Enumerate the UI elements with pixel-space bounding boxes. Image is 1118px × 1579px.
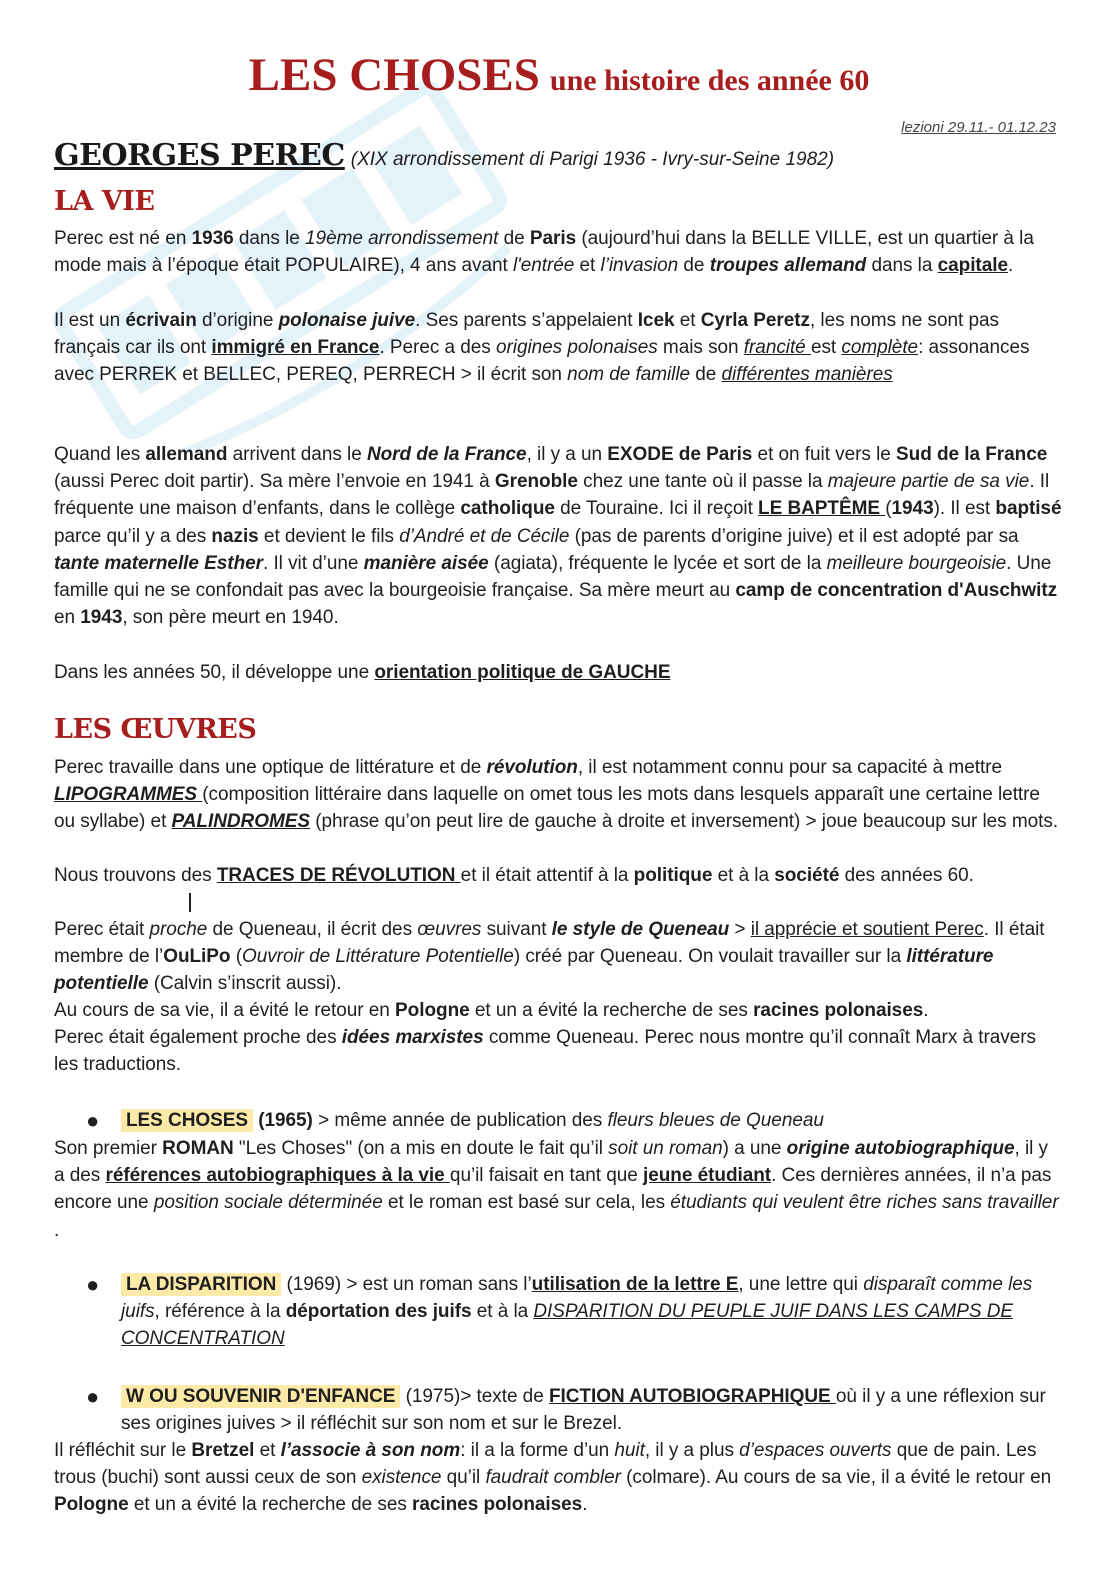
paragraph-marxisme: Perec était également proche des idées marxistes comme Queneau. Perec nous montre qu’il connaît Marx à travers les traductions. (54, 1027, 1036, 1076)
paragraph-war: Quand les allemand arrivent dans le Nord de la France, il y a un EXODE de Paris et on fuit vers le Sud de la France (aussi Perec doit partir). Sa mère l’envoie en 1941 à Grenoble chez une tante où il passe la majeure partie de sa vie. Il fréquente une maison d’enfants, dans le collège catholique de Touraine. Ici il reçoit LE BAPTÊME (1943). Il est baptisé parce qu’il y a des nazis et devient le fils d’André et de Cécile (pas de parents d’origine juive) et il est adopté par sa tante maternelle Esther. Il vit d’une manière aisée (agiata), fréquente le lycée et sort de la meilleure bourgeoisie. Une famille qui ne se confondait pas avec la bourgeoisie française. Sa mère meurt au camp de concentration d'Auschwitz en 1943, son père meurt en 1940. (54, 444, 1062, 629)
title-subtitle: une histoire des année 60 (549, 64, 870, 97)
bullet-icon: ● (86, 1272, 100, 1297)
bullet-w-souvenir: W OU SOUVENIR D'ENFANCE (1975)> texte de FICTION AUTOBIOGRAPHIQUE où il y a une réflexion sur ses origines juives > il réfléchit sur son nom et sur le Brezel. (121, 1386, 1046, 1435)
author-heading (54, 138, 834, 173)
title-main: LES CHOSES (248, 49, 540, 101)
document-title (0, 48, 1118, 102)
paragraph-pologne: Au cours de sa vie, il a évité le retour en Pologne et un a évité la recherche de ses racines polonaises. (54, 1000, 929, 1021)
paragraph-queneau: Perec était proche de Queneau, il écrit des œuvres suivant le style de Queneau > il apprécie et soutient Perec. Il était membre de l’OuLiPo (Ouvroir de Littérature Potentielle) créé par Queneau. On voulait travailler sur la littérature potentielle (Calvin s’inscrit aussi). (54, 919, 1045, 995)
paragraph-origins: Il est un écrivain d’origine polonaise juive. Ses parents s’appelaient Icek et Cyrla Peretz, les noms ne sont pas français car ils ont immigré en France. Perec a des origines polonaises mais son francité est complète: assonances avec PERREK et BELLEC, PEREQ, PERRECH > il écrit son nom de famille de différentes manières (54, 310, 1030, 386)
paragraph-les-choses: Son premier ROMAN "Les Choses" (on a mis en doute le fait qu’il soit un roman) a une origine autobiographique, il y a des références autobiographiques à la vie qu’il faisait en tant que jeune étudiant. Ces dernières années, il n’a pas encore une position sociale déterminée et le roman est basé sur cela, les étudiants qui veulent être riches sans travailler . (54, 1138, 1059, 1241)
bullet-icon: ● (86, 1384, 100, 1409)
bullet-icon: ● (86, 1108, 100, 1133)
paragraph-politics: Dans les années 50, il développe une orientation politique de GAUCHE (54, 662, 671, 683)
author-dates: (XIX arrondissement di Parigi 1936 - Ivry-sur-Seine 1982) (350, 149, 835, 170)
paragraph-traces: Nous trouvons des TRACES DE RÉVOLUTION et il était attentif à la politique et à la société des années 60. (54, 865, 974, 886)
paragraph-birth: Perec est né en 1936 dans le 19ème arrondissement de Paris (aujourd’hui dans la BELLE VILLE, est un quartier à la mode mais à l’époque était POPULAIRE), 4 ans avant l'entrée et l’invasion de troupes allemand dans la capitale. (54, 228, 1034, 277)
author-name: GEORGES PEREC (54, 138, 345, 173)
section-heading-vie: LA VIE (54, 186, 155, 217)
paragraph-revolution: Perec travaille dans une optique de littérature et de révolution, il est notamment connu pour sa capacité à mettre LIPOGRAMMES (composition littéraire dans laquelle on omet tous les mots dans lesquels apparaît une certaine lettre ou syllabe) et PALINDROMES (phrase qu’on peut lire de gauche à droite et inversement) > joue beaucoup sur les mots. (54, 757, 1059, 833)
text-cursor (189, 893, 191, 912)
bullet-les-choses: LES CHOSES (1965) > même année de publication des fleurs bleues de Queneau (121, 1107, 1061, 1134)
bullet-la-disparition: LA DISPARITION (1969) > est un roman sans l’utilisation de la lettre E, une lettre qui disparaît comme les juifs, référence à la déportation des juifs et à la DISPARITION DU PEUPLE JUIF DANS LES CAMPS DE CONCENTRATION (121, 1274, 1033, 1350)
section-heading-oeuvres: LES ŒUVRES (54, 714, 257, 745)
paragraph-bretzel: Il réfléchit sur le Bretzel et l’associe à son nom: il a la forme d’un huit, il y a plus d’espaces ouverts que de pain. Les trous (buchi) sont aussi ceux de son existence qu’il faudrait combler (colmare). Au cours de sa vie, il a évité le retour en Pologne et un a évité la recherche de ses racines polonaises. (54, 1440, 1052, 1516)
lesson-dates: lezioni 29.11.- 01.12.23 (901, 119, 1056, 136)
